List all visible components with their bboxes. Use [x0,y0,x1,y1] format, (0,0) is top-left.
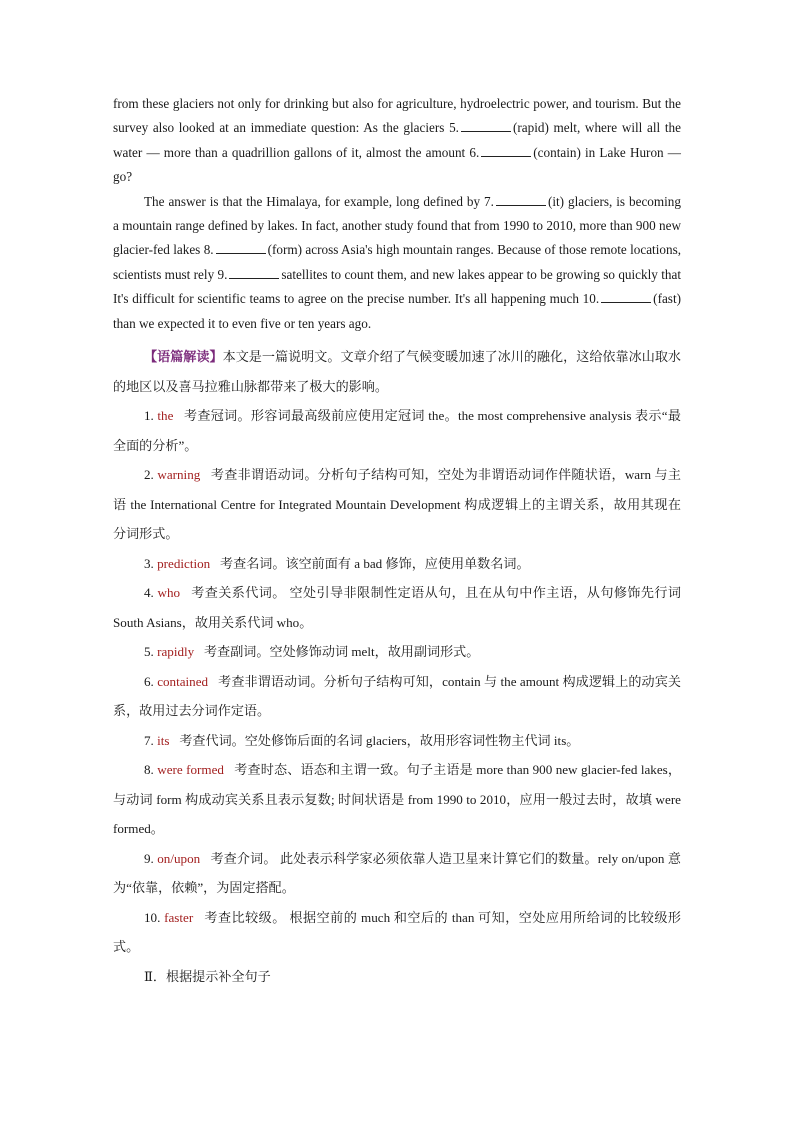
answer-item [113,844,681,903]
answer-word: warning [157,467,201,483]
blank-5 [461,120,511,132]
answer-word: prediction [157,555,211,571]
explanation: 考查比较级。 根据空前的 much 和空后的 than 可知，空处应用所给词的比较级形式。 [113,909,682,955]
analysis-intro-text: 本文是一篇说明文。文章介绍了气候变暖加速了冰川的融化，这给依靠冰山取水的地区以及喜马拉雅山脉都带来了极大的影响。 [113,349,682,394]
answer-item [113,549,681,579]
answer-word: faster [164,909,194,925]
content-area [113,92,681,991]
blank-6 [481,145,531,157]
answer-item [113,726,681,756]
item-number: 3. [144,555,154,571]
explanation: 考查名词。该空前面有 a bad 修饰，应使用单数名词。 [220,555,530,571]
answer-word: rapidly [157,644,195,660]
answer-word: contained [157,673,209,689]
passage-text: (it) glaciers, is becoming a mountain range defined by lakes. In fact, another study found that from 1990 to 2010, more than 900 new glacier-fed lakes 8. [113,193,681,258]
item-number: 2. [144,467,154,483]
section-heading: Ⅱ．根据提示补全句子 [144,968,271,984]
passage-text: The answer is that the Himalaya, for example, long defined by 7. [144,193,494,209]
passage-text: satellites to count them, and new lakes appear to be growing so quickly that It's difficult for scientific teams to agree on the precise number. It's all happening much 10. [113,266,681,307]
answer-item [113,903,681,962]
blank-8 [216,242,266,254]
blank-9 [229,267,279,279]
passage-text: from these glaciers not only for drinking but also for agriculture, hydroelectric power, and tourism. But the survey also looked at an immediate question: As the glaciers 5. [113,96,681,136]
item-number: 4. [144,585,154,601]
passage-paragraph-2 [113,190,681,336]
passage-paragraph-1 [113,92,681,190]
explanation: 考查介词。 此处表示科学家必须依靠人造卫星来计算它们的数量。rely on/upon 意为“依靠，依赖”，为固定搭配。 [113,850,681,896]
item-number: 1. [144,408,154,424]
explanation: 考查关系代词。 空处引导非限制性定语从句，且在从句中作主语，从句修饰先行词 South Asians，故用关系代词 who。 [113,585,681,630]
analysis-tag: 【语篇解读】 [144,349,223,365]
answer-item [113,637,681,667]
answer-item [113,460,681,549]
passage-text: (fast) than we expected it to even five or ten years ago. [113,291,681,331]
explanation: 考查副词。空处修饰动词 melt，故用副词形式。 [204,644,480,660]
item-number: 7. [144,732,154,748]
passage-text: (contain) in Lake Huron — go? [113,144,681,185]
explanation: 考查非谓语动词。分析句子结构可知，contain 与 the amount 构成逻辑上的动宾关系，故用过去分词作定语。 [113,673,681,719]
item-number: 10. [144,909,161,925]
answer-analysis [113,342,681,991]
answer-word: the [157,408,174,424]
passage-text: (rapid) melt, where will all the water — more than a quadrillion gallons of it, almost the amount 6. [113,120,681,160]
blank-10 [601,291,651,303]
explanation: 考查时态、语态和主谓一致。句子主语是 more than 900 new glacier-fed lakes，与动词 form 构成动宾关系且表示复数; 时间状语是 from 1990 to 2010，应用一般过去时，故填 were formed。 [113,762,681,837]
item-number: 8. [144,762,154,778]
answer-item [113,401,681,460]
item-number: 5. [144,644,154,660]
item-number: 6. [144,673,154,689]
explanation: 考查冠词。形容词最高级前应使用定冠词 the。the most comprehensive analysis 表示“最全面的分析”。 [113,408,681,453]
blank-7 [496,194,546,206]
item-number: 9. [144,850,154,866]
answer-item [113,667,681,726]
answer-word: its [157,732,170,748]
answer-word: on/upon [157,850,201,866]
answer-item [113,578,681,637]
answer-item [113,755,681,844]
explanation: 考查代词。空处修饰后面的名词 glaciers，故用形容词性物主代词 its。 [179,732,580,748]
answer-word: were formed [157,762,224,778]
explanation: 考查非谓语动词。分析句子结构可知，空处为非谓语动词作伴随状语，warn 与主语 the International Centre for Integrated Mountain Development 构成逻辑上的主谓关系，故用其现在分词形式。 [113,467,682,542]
passage-text: (form) across Asia's high mountain ranges. Because of those remote locations, scientists must rely 9. [113,242,681,282]
discourse-analysis [113,342,681,401]
answer-word: who [157,585,181,601]
